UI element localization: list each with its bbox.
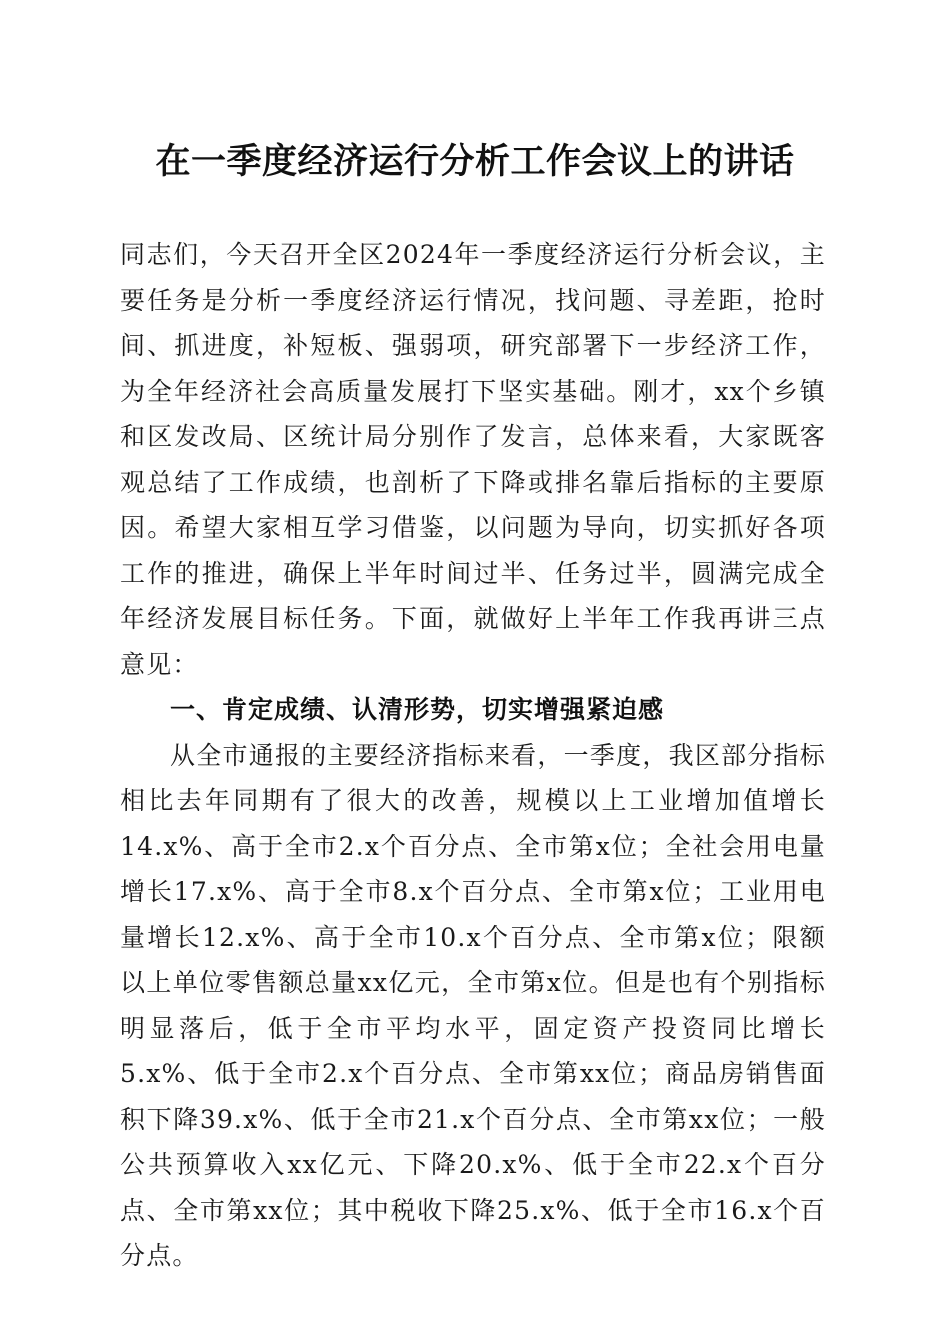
section-1-paragraph: 从全市通报的主要经济指标来看，一季度，我区部分指标相比去年同期有了很大的改善，规模以上工业增加值增长14.x%、高于全市2.x个百分点、全市第x位；全社会用电量增长17.x%、高于全市8.x个百分点、全市第x位；工业用电量增长12.x%、高于全市10.x个百分点、全市第x位；限额以上单位零售额总量xx亿元，全市第x位。但是也有个别指标明显落后，低于全市平均水平，固定资产投资同比增长5.x%、低于全市2.x个百分点、全市第xx位；商品房销售面积下降39.x%、低于全市21.x个百分点、全市第xx位；一般公共预算收入xx亿元、下降20.x%、低于全市22.x个百分点、全市第xx位；其中税收下降25.x%、低于全市16.x个百分点。 xyxy=(120,740,826,1270)
document-title: 在一季度经济运行分析工作会议上的讲话 xyxy=(155,141,795,182)
intro-paragraph: 同志们，今天召开全区2024年一季度经济运行分析会议，主要任务是分析一季度经济运行情况，找问题、寻差距，抢时间、抓进度，补短板、强弱项，研究部署下一步经济工作，为全年经济社会高质量发展打下坚实基础。刚才，xx个乡镇和区发改局、区统计局分别作了发言，总体来看，大家既客观总结了工作成绩，也剖析了下降或排名靠后指标的主要原因。希望大家相互学习借鉴，以问题为导向，切实抓好各项工作的推进，确保上半年时间过半、任务过半，圆满完成全年经济发展目标任务。下面，就做好上半年工作我再讲三点意见： xyxy=(120,240,826,679)
document-body xyxy=(120,232,826,1279)
section-1-heading: 一、肯定成绩、认清形势，切实增强紧迫感 xyxy=(170,695,665,724)
